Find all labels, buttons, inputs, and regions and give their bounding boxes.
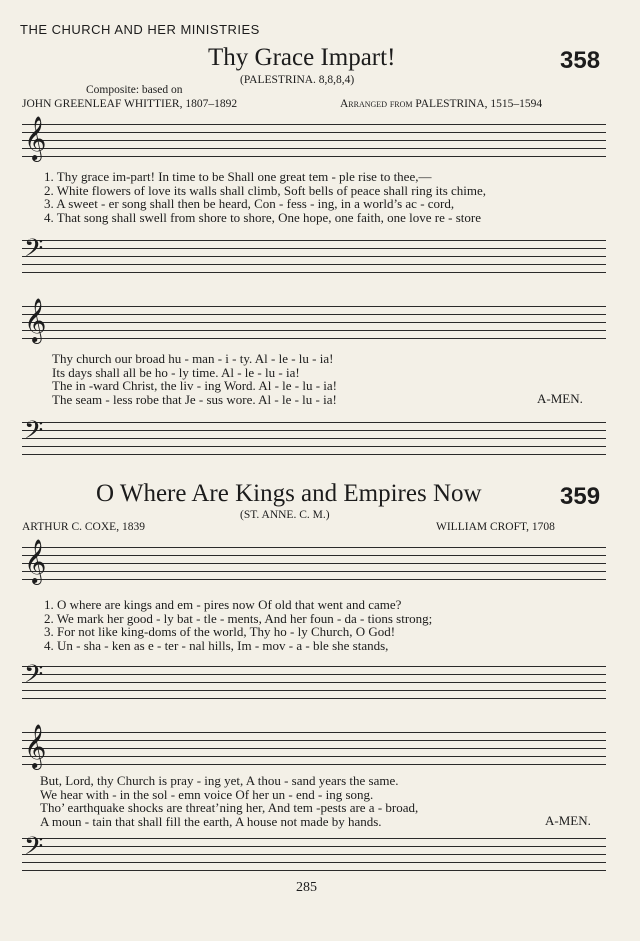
hymn-358-verses-b: Thy church our broad hu - man - i - ty. Al - le - lu - ia! Its days shall all be ho - ly time. Al - le - lu - ia! The in -ward Christ, the liv - ing Word. Al - le - lu - ia! The seam - less robe that Je - sus wore. Al - le - lu - ia! (52, 351, 338, 407)
hymn-359-composer: WILLIAM CROFT, 1708 (436, 521, 555, 533)
hymn-359-author: ARTHUR C. COXE, 1839 (22, 521, 145, 533)
hymn-358-author-line1: Composite: based on (86, 84, 183, 96)
page-header: THE CHURCH AND HER MINISTRIES (20, 22, 260, 37)
bass-staff (22, 416, 606, 454)
treble-staff (22, 298, 606, 342)
hymn-359-title: O Where Are Kings and Empires Now (96, 480, 482, 507)
hymn-359-number: 359 (560, 483, 601, 510)
hymn-359-tune: (ST. ANNE. C. M.) (240, 509, 330, 521)
bass-staff (22, 832, 606, 870)
treble-staff (22, 116, 606, 160)
bass-staff (22, 234, 606, 272)
bass-clef-icon: 𝄢 (24, 832, 44, 867)
treble-clef-icon: 𝄞 (24, 116, 47, 160)
hymn-358-composer: Arranged from PALESTRINA, 1515–1594 (340, 98, 543, 110)
hymn-358-amen: A-MEN. (537, 391, 583, 406)
hymn-358-title: Thy Grace Impart! (208, 44, 396, 71)
hymn-359-amen: A-MEN. (545, 813, 591, 828)
treble-clef-icon: 𝄞 (24, 298, 47, 342)
bass-clef-icon: 𝄢 (24, 660, 44, 695)
hymn-359-verses-b: But, Lord, thy Church is pray - ing yet, A thou - sand years the same. We hear with - in the sol - emn voice Of her un - end - ing song. Tho’ earthquake shocks are threat’ning her, And tem -pests are a - broad, A moun - tain that shall fill the earth, A house not made by hands. (40, 773, 419, 829)
bass-clef-icon: 𝄢 (24, 416, 44, 451)
bass-staff (22, 660, 606, 698)
bass-clef-icon: 𝄢 (24, 234, 44, 269)
hymn-359-verses-a: 1. O where are kings and em - pires now Of old that went and came? 2. We mark her good - ly bat - tle - ments, And her foun - da - tions strong; 3. For not like king-doms of the world, Thy ho - ly Church, O God! 4. Un - sha - ken as e - ter - nal hills, Im - mov - a - ble she stands, (44, 597, 433, 653)
hymn-358-verses-a: 1. Thy grace im-part! In time to be Shall one great tem - ple rise to thee,— 2. White flowers of love its walls shall climb, Soft bells of peace shall ring its chime, 3. A sweet - er song shall then be heard, Con - fess - ing, in a world’s ac - cord, 4. That song shall swell from shore to shore, One hope, one faith, one love re - store (44, 169, 487, 225)
treble-clef-icon: 𝄞 (24, 539, 47, 583)
hymn-358-author: JOHN GREENLEAF WHITTIER, 1807–1892 (22, 98, 238, 110)
treble-staff (22, 724, 606, 768)
page-number: 285 (296, 880, 317, 895)
treble-clef-icon: 𝄞 (24, 724, 47, 768)
hymn-358-tune: (PALESTRINA. 8,8,8,4) (240, 74, 355, 86)
treble-staff (22, 539, 606, 583)
hymn-358-number: 358 (560, 47, 601, 74)
